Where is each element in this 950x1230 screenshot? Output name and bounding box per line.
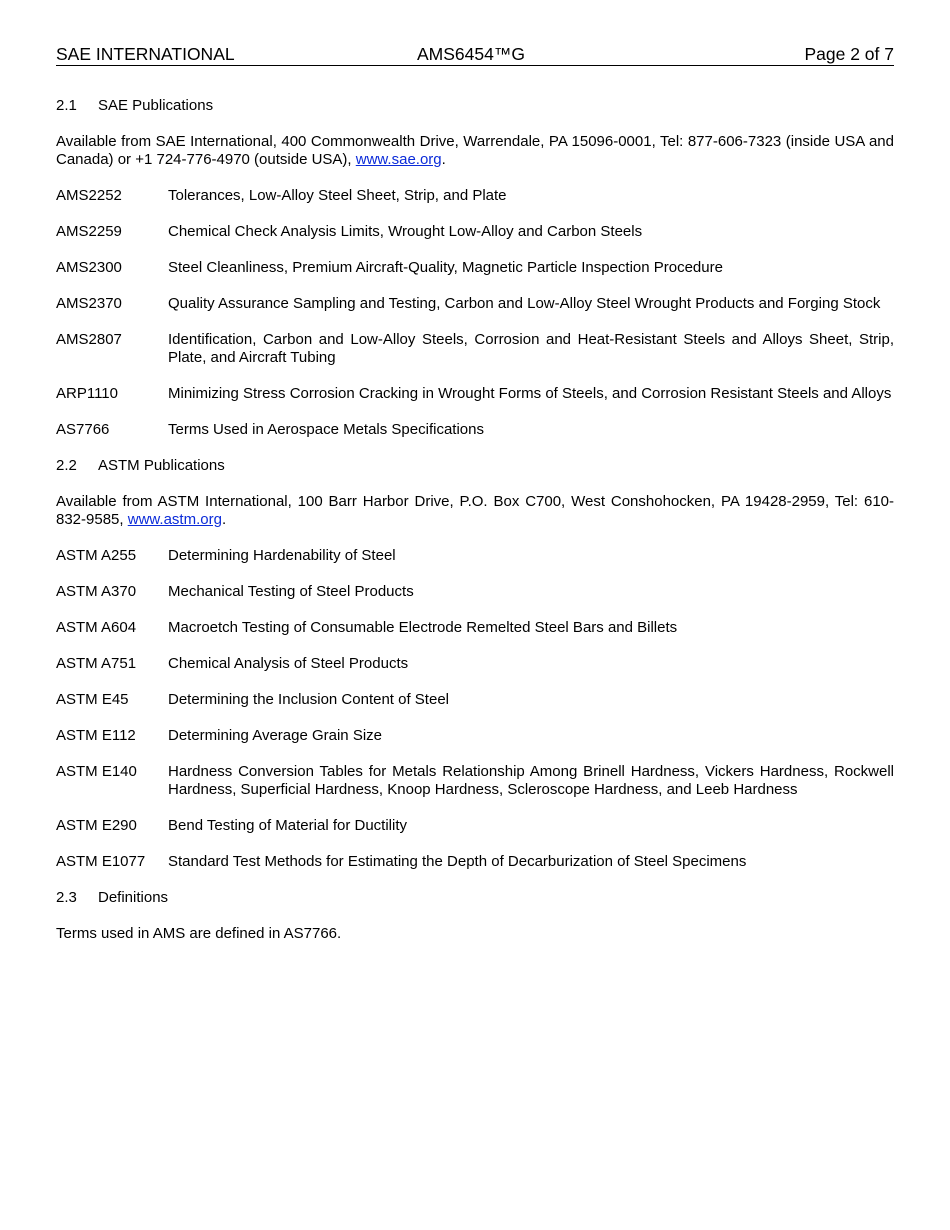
astm-availability-text: Available from ASTM International, 100 Barr Harbor Drive, P.O. Box C700, West Conshohocken, PA 19428-2959, Tel: 610-832-9585,	[56, 493, 894, 528]
reference-code: ASTM E45	[56, 691, 129, 708]
header-doc-id: AMS6454™G	[417, 44, 525, 64]
sae-availability	[56, 133, 894, 169]
reference-title: Bend Testing of Material for Ductility	[168, 817, 407, 834]
reference-row	[56, 655, 894, 673]
reference-row	[56, 295, 894, 313]
reference-code: AMS2370	[56, 295, 122, 312]
section-title: Definitions	[98, 889, 169, 906]
reference-title: Determining the Inclusion Content of Steel	[168, 691, 449, 708]
section-heading-sae	[56, 97, 894, 115]
reference-row	[56, 583, 894, 601]
astm-availability	[56, 493, 894, 529]
document-body	[56, 97, 894, 961]
reference-title: Hardness Conversion Tables for Metals Relationship Among Brinell Hardness, Vickers Hardness, Rockwell Hardness, Superficial Hardness, Knoop Hardness, Scleroscope Hardness, and Leeb Hardness	[168, 763, 894, 798]
reference-row	[56, 547, 894, 565]
header-page-number: Page 2 of 7	[804, 44, 894, 64]
reference-code: AS7766	[56, 421, 110, 438]
section-number: 2.1	[56, 97, 77, 114]
section-number: 2.3	[56, 889, 77, 906]
reference-row	[56, 331, 894, 367]
section-heading-astm	[56, 457, 894, 475]
sae-website-link[interactable]: www.sae.org	[355, 151, 442, 168]
reference-code: ASTM E112	[56, 727, 136, 744]
reference-code: ASTM A604	[56, 619, 137, 636]
header-org: SAE INTERNATIONAL	[56, 44, 235, 64]
reference-title: Standard Test Methods for Estimating the Depth of Decarburization of Steel Specimens	[168, 853, 747, 870]
reference-code: ASTM A751	[56, 655, 137, 672]
section-title: SAE Publications	[98, 97, 214, 114]
reference-row	[56, 187, 894, 205]
reference-code: ARP1110	[56, 385, 118, 402]
section-number: 2.2	[56, 457, 77, 474]
sae-availability-suffix: .	[441, 151, 446, 168]
reference-code: ASTM A370	[56, 583, 137, 600]
reference-row	[56, 259, 894, 277]
reference-title: Determining Average Grain Size	[168, 727, 382, 744]
astm-availability-suffix: .	[221, 511, 227, 528]
reference-title: Macroetch Testing of Consumable Electrode Remelted Steel Bars and Billets	[168, 619, 678, 636]
reference-code: AMS2300	[56, 259, 122, 276]
reference-title: Mechanical Testing of Steel Products	[168, 583, 414, 600]
reference-title: Quality Assurance Sampling and Testing, Carbon and Low-Alloy Steel Wrought Products and Forging Stock	[168, 295, 881, 312]
reference-title: Terms Used in Aerospace Metals Specifications	[168, 421, 484, 438]
reference-code: ASTM E140	[56, 763, 137, 780]
reference-title: Steel Cleanliness, Premium Aircraft-Quality, Magnetic Particle Inspection Procedure	[168, 259, 723, 276]
reference-code: AMS2252	[56, 187, 122, 204]
reference-row	[56, 223, 894, 241]
sae-reference-list	[56, 187, 894, 439]
reference-code: ASTM A255	[56, 547, 137, 564]
reference-title: Determining Hardenability of Steel	[168, 547, 396, 564]
section-heading-definitions	[56, 889, 894, 907]
reference-code: ASTM E1077	[56, 853, 146, 870]
astm-reference-list	[56, 547, 894, 871]
reference-code: AMS2807	[56, 331, 122, 348]
reference-code: AMS2259	[56, 223, 122, 240]
sae-availability-text: Available from SAE International, 400 Commonwealth Drive, Warrendale, PA 15096-0001, Tel: 877-606-7323 (inside USA and Canada) or +1 724-776-4970 (outside USA),	[56, 133, 894, 168]
reference-title: Identification, Carbon and Low-Alloy Steels, Corrosion and Heat-Resistant Steels and Alloys Sheet, Strip, Plate, and Aircraft Tubing	[168, 331, 894, 366]
definitions-text: Terms used in AMS are defined in AS7766.	[56, 925, 342, 942]
reference-title: Chemical Check Analysis Limits, Wrought Low-Alloy and Carbon Steels	[168, 223, 643, 240]
reference-title: Minimizing Stress Corrosion Cracking in Wrought Forms of Steels, and Corrosion Resistant Steels and Alloys	[168, 385, 892, 402]
reference-row	[56, 619, 894, 637]
reference-row	[56, 691, 894, 709]
reference-row	[56, 763, 894, 799]
reference-row	[56, 853, 894, 871]
reference-row	[56, 385, 894, 403]
section-title: ASTM Publications	[98, 457, 225, 474]
reference-title: Chemical Analysis of Steel Products	[168, 655, 409, 672]
astm-website-link[interactable]: www.astm.org	[127, 511, 222, 528]
page-header	[56, 44, 894, 66]
reference-row	[56, 421, 894, 439]
reference-row	[56, 727, 894, 745]
reference-title: Tolerances, Low-Alloy Steel Sheet, Strip, and Plate	[168, 187, 507, 204]
reference-code: ASTM E290	[56, 817, 137, 834]
reference-row	[56, 817, 894, 835]
